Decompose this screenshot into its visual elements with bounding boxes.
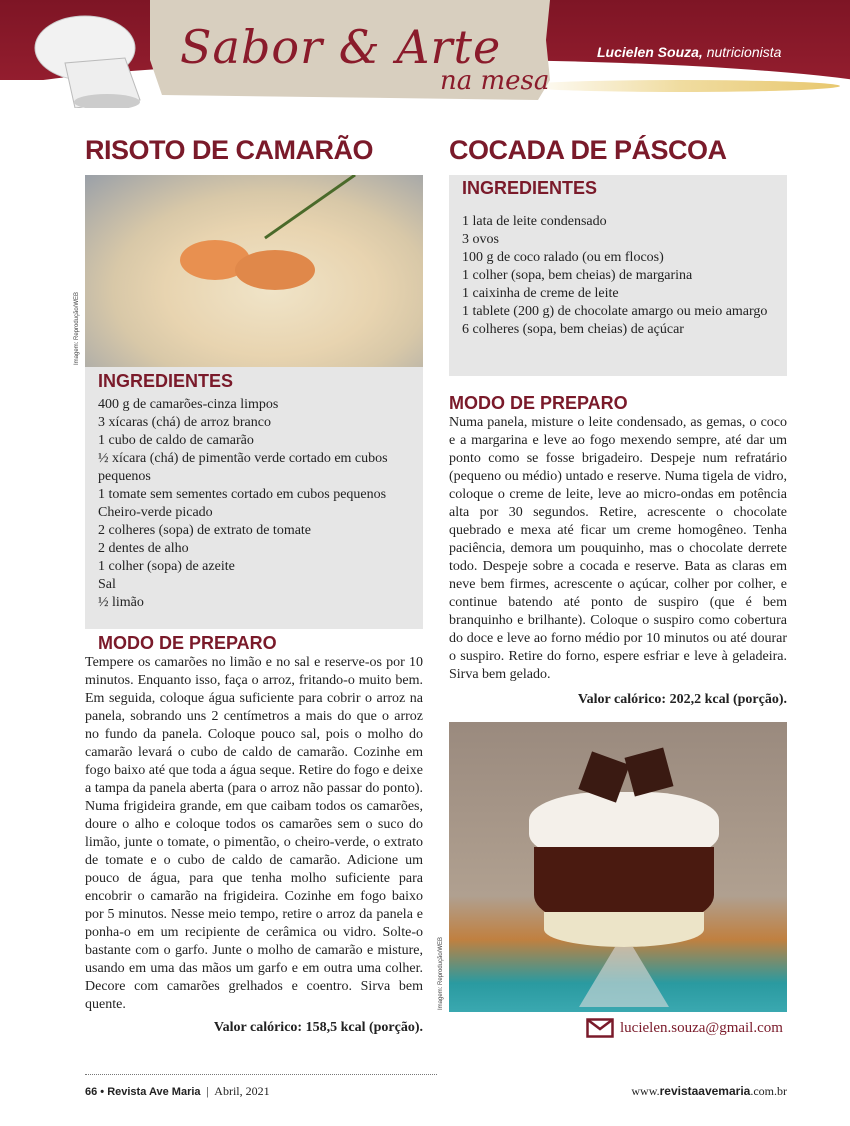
ingredient-item: 1 lata de leite condensado [462, 214, 607, 229]
recipe1-method [85, 633, 423, 1036]
ingredient-item: 1 cubo de caldo de camarão [98, 433, 254, 448]
ingredient-item: 1 caixinha de creme de leite [462, 286, 619, 301]
ingredient-item: 3 xícaras (chá) de arroz branco [98, 415, 271, 430]
ingredients-heading: INGREDIENTES [462, 178, 598, 198]
ingredient-item: 3 ovos [462, 232, 499, 247]
ingredient-item: ½ limão [98, 595, 144, 610]
footer-divider [85, 1074, 437, 1075]
recipe2-ingredients-box [449, 175, 787, 376]
ingredient-item: 6 colheres (sopa, bem cheias) de açúcar [462, 322, 684, 337]
ingredient-item: 1 colher (sopa, bem cheias) de margarina [462, 268, 693, 283]
header-banner [0, 0, 850, 118]
ingredient-item: Cheiro-verde picado [98, 505, 213, 520]
ingredients-heading: INGREDIENTES [98, 371, 234, 391]
section-subtitle: na mesa [440, 66, 550, 96]
ingredient-item: 1 colher (sopa) de azeite [98, 559, 235, 574]
recipe2-method [449, 393, 787, 708]
website-link[interactable]: www.revistaavemaria.com.br [631, 1084, 787, 1098]
ingredient-item: 400 g de camarões-cinza limpos [98, 397, 279, 412]
method-text: Tempere os camarões no limão e no sal e reserve-os por 10 minutos. Enquanto isso, faça o arroz, fritando-o muito bem. Em seguida, coloque água suficiente para cobrir o arroz na panela, sobrando uns 2 centímetros a mais do que o arroz no fundo da panela. Coloque pouco sal, pois o molho do camarão levará o cubo de caldo de camarão. Cozinhe em fogo baixo até que toda a água seque. Retire do fogo e deixe a tampa da panela aberta (para o arroz não passar do ponto). Numa frigideira grande, em que caibam todos os camarões, doure o alho e coloque todos os camarões sem o suco do limão, junte o tomate, o pimentão, o cheiro-verde, o extrato de tomate e o cubo de caldo de camarão. Adicione um pouco de água, para que tenha molho suficiente para encobrir o camarão na frigideira. Cozinhe em fogo baixo por 5 minutos. Nesse meio tempo, retire o arroz da panela e ponha-o em um recipiente de cerâmica ou vidro. Solte-o bastante com o garfo. Junte o molho de camarão e misture, usando em uma das mãos um garfo e em outra uma colher. Decore com camarões grelhados e coentro. Sirva bem quente. [85, 655, 423, 1012]
ingredient-item: ½ xícara (chá) de pimentão verde cortado em cubos pequenos [98, 451, 388, 484]
image-credit: Imagem: Reprodução/WEB [438, 936, 444, 1010]
image-credit: Imagem: Reprodução/WEB [74, 291, 80, 365]
footer-left: 66 • Revista Ave Maria | Abril, 2021 [85, 1084, 270, 1098]
calories: Valor calórico: 158,5 kcal (porção). [213, 1020, 423, 1035]
calories: Valor calórico: 202,2 kcal (porção). [577, 692, 787, 707]
risotto-photo [85, 175, 423, 367]
email-link[interactable]: lucielen.souza@gmail.com [620, 1019, 783, 1036]
ingredient-item: Sal [98, 577, 116, 592]
ingredient-item: 1 tomate sem sementes cortado em cubos pequenos [98, 487, 387, 502]
ingredient-item: 2 dentes de alho [98, 541, 189, 556]
envelope-icon [586, 1018, 614, 1038]
author: Lucielen Souza, nutricionista [597, 44, 782, 60]
method-heading: MODO DE PREPARO [98, 633, 277, 653]
method-heading: MODO DE PREPARO [449, 393, 628, 413]
section-title: Sabor & Arte [180, 20, 502, 74]
ingredient-item: 2 colheres (sopa) de extrato de tomate [98, 523, 312, 538]
recipe2-title: COCADA DE PÁSCOA [449, 135, 727, 165]
chef-hat-icon [25, 8, 155, 108]
recipe1-ingredients-box [85, 367, 423, 629]
cocada-photo [449, 722, 787, 1012]
contact [586, 1018, 783, 1038]
method-text: Numa panela, misture o leite condensado, as gemas, o coco e a margarina e leve ao fogo mexendo sempre, até dar um ponto como se fosse brigadeiro. Despeje num refratário (pequeno ou médio) untado e reserve. Numa tigela de vidro, coloque o creme de leite, leve ao micro-ondas em potência alta por 30 segundos. Retire, acrescente o chocolate quebrado e mexa até ficar um creme homogêneo. Tenha paciência, demora um pouquinho, mas o chocolate derrete todo. Despeje sobre a cocada e reserve. Bata as claras em neve bem firmes, acrescente o açúcar, colher por colher, e continue batendo até ponto de suspiro (que é bem branquinho e brilhante). Coloque o suspiro como cobertura do doce e leve ao forno médio por 10 minutos ou até dourar o suspiro. Retire do forno, espere esfriar e leve à geladeira. Sirva bem gelado. [449, 415, 787, 682]
recipe1-title: RISOTO DE CAMARÃO [85, 135, 374, 165]
ingredient-item: 100 g de coco ralado (ou em flocos) [462, 250, 664, 265]
ingredient-item: 1 tablete (200 g) de chocolate amargo ou meio amargo [462, 304, 768, 319]
